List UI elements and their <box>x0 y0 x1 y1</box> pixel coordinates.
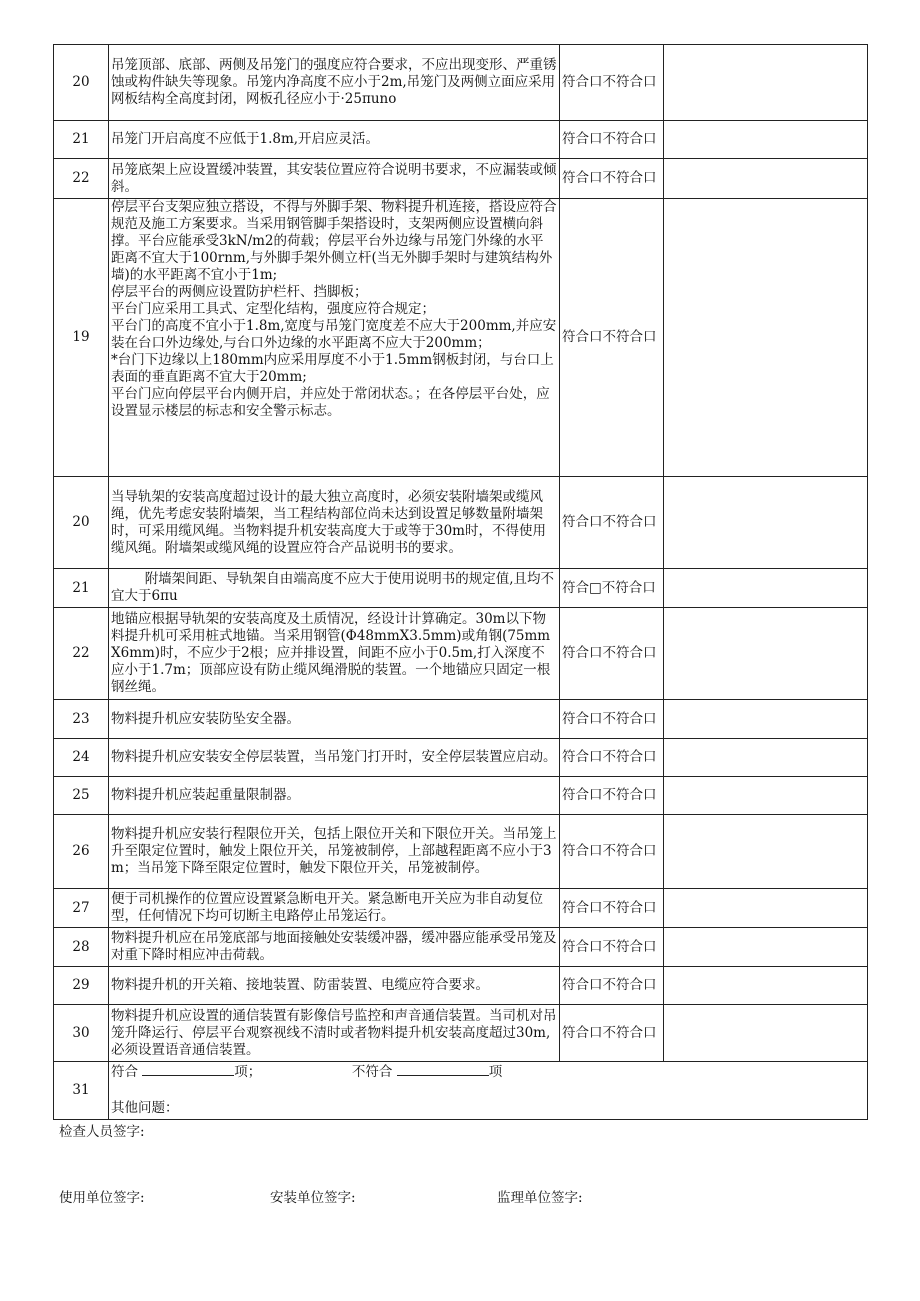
requirement-line: 平台门应采用工具式、定型化结构，强度应符合规定； <box>111 301 435 317</box>
table-row <box>54 477 868 569</box>
remarks-cell[interactable] <box>664 608 868 700</box>
result-checkbox-text[interactable]: 符合口不符合口 <box>560 159 664 199</box>
row-number: 20 <box>54 45 109 121</box>
remarks-cell[interactable] <box>664 739 868 777</box>
table-row <box>54 739 868 777</box>
result-checkbox-text[interactable]: 符合口不符合口 <box>560 608 664 700</box>
summary-row <box>54 1062 868 1120</box>
supervisor-unit-signature-label: 监理单位签字: <box>497 1190 583 1206</box>
result-checkbox-text[interactable]: 符合口不符合口 <box>560 815 664 889</box>
row-number: 28 <box>54 928 109 967</box>
remarks-cell[interactable] <box>664 569 868 608</box>
result-checkbox-text[interactable]: 符合口不符合口 <box>560 45 664 121</box>
row-number: 21 <box>54 121 109 159</box>
row-number: 23 <box>54 700 109 739</box>
requirement-line: 停层平台支架应独立搭设，不得与外脚手架、物料提升机连接，搭设应符合规范及施工方案要求。当采用钢管脚手架搭设时，支架两侧应设置横向斜撑。平台应能承受3kN/m2的荷载；停层平台外边缘与吊笼门外缘的水平距离不宜大于100rnm,与外脚手架外侧立杆(当无外脚手架时与建筑结构外墙)的水平距离不宜小于1m; <box>111 199 557 283</box>
summary-cell <box>109 1062 868 1120</box>
nonconform-count-field[interactable] <box>397 1062 489 1076</box>
remarks-cell[interactable] <box>664 777 868 815</box>
result-checkbox-text[interactable]: 符合口不符合口 <box>560 199 664 477</box>
user-unit-signature-label: 使用单位签字: <box>59 1190 145 1206</box>
table-row <box>54 928 868 967</box>
table-row <box>54 815 868 889</box>
inspector-signature-label: 检查人员签字: <box>59 1124 145 1140</box>
other-issues-label: 其他问题： <box>111 1100 179 1116</box>
row-number: 22 <box>54 608 109 700</box>
row-number: 27 <box>54 889 109 928</box>
requirement-text: 当导轨架的安装高度超过设计的最大独立高度时，必须安装附墙架或缆风绳，优先考虑安装附墙架，当工程结构部位尚未达到设置足够数量附墙架时，可采用缆风绳。当物料提升机安装高度大于或等于30m时，不得使用缆风绳。附墙架或缆风绳的设置应符合产品说明书的要求。 <box>109 477 560 569</box>
requirement-text: 物料提升机的开关箱、接地装置、防雷装置、电缆应符合要求。 <box>109 967 560 1005</box>
table-row <box>54 967 868 1005</box>
conform-label: 符合 <box>111 1064 138 1080</box>
remarks-cell[interactable] <box>664 1005 868 1062</box>
result-checkbox-text[interactable]: 符合口不符合口 <box>560 777 664 815</box>
install-unit-signature-label: 安装单位签字: <box>270 1190 356 1206</box>
table-row <box>54 889 868 928</box>
inspection-checklist-table <box>53 44 868 1120</box>
table-row <box>54 45 868 121</box>
remarks-cell[interactable] <box>664 159 868 199</box>
row-number: 31 <box>54 1062 109 1120</box>
requirement-text: 物料提升机应装起重量限制器。 <box>109 777 560 815</box>
requirement-line: 平台门的高度不宜小于1.8m,宽度与吊笼门宽度差不应大于200mm,并应安装在台口外边缘处,与台口外边缘的水平距离不应大于200mm； <box>111 318 557 351</box>
row-number: 30 <box>54 1005 109 1062</box>
requirement-line: *台门下边缘以上180mm内应采用厚度不小于1.5mm钢板封闭，与台口上表面的垂直距离不宜大于20mm; <box>111 352 554 385</box>
row-number: 20 <box>54 477 109 569</box>
requirement-line: 停层平台的两侧应设置防护栏杆、挡脚板； <box>111 284 368 300</box>
row-number: 26 <box>54 815 109 889</box>
row-number: 25 <box>54 777 109 815</box>
row-number: 19 <box>54 199 109 477</box>
table-row <box>54 199 868 477</box>
conform-unit: 项； <box>234 1064 262 1080</box>
remarks-cell[interactable] <box>664 889 868 928</box>
requirement-text: 便于司机操作的位置应设置紧急断电开关。紧急断电开关应为非自动复位型，任何情况下均可切断主电路停止吊笼运行。 <box>109 889 560 928</box>
conform-count-field[interactable] <box>142 1062 234 1076</box>
requirement-text: 吊笼顶部、底部、两侧及吊笼门的强度应符合要求，不应出现变形、严重锈蚀或构件缺失等现象。吊笼内净高度不应小于2m,吊笼门及两侧立面应采用网板结构全高度封闭，网板孔径应小于·25πuno <box>109 45 560 121</box>
summary-counts <box>111 1062 865 1081</box>
requirement-text: 物料提升机应安装防坠安全器。 <box>109 700 560 739</box>
requirement-text: 物料提升机应安装安全停层装置，当吊笼门打开时，安全停层装置应启动。 <box>109 739 560 777</box>
requirement-text: 地锚应根据导轨架的安装高度及土质情况，经设计计算确定。30m以下物料提升机可采用桩式地锚。当采用钢管(Φ48mmX3.5mm)或角钢(75mmX6mm)时，不应少于2根；应并排设置，间距不应小于0.5m,打入深度不应小于1.7m；顶部应设有防止缆风绳滑脱的装置。一个地锚应只固定一根钢丝绳。 <box>109 608 560 700</box>
requirement-text: 吊笼底架上应设置缓冲装置，其安装位置应符合说明书要求，不应漏装或倾斜。 <box>109 159 560 199</box>
result-checkbox-text[interactable]: 符合□不符合口 <box>560 569 664 608</box>
table-row <box>54 700 868 739</box>
table-row <box>54 159 868 199</box>
remarks-cell[interactable] <box>664 45 868 121</box>
requirement-text: 吊笼门开启高度不应低于1.8m,开启应灵活。 <box>109 121 560 159</box>
requirement-text: 物料提升机应设置的通信装置有影像信号监控和声音通信装置。当司机对吊笼升降运行、停层平台观察视线不清时或者物料提升机安装高度超过30m,必须设置语音通信装置。 <box>109 1005 560 1062</box>
requirement-text <box>109 199 560 477</box>
table-row <box>54 1005 868 1062</box>
row-number: 29 <box>54 967 109 1005</box>
result-checkbox-text[interactable]: 符合口不符合口 <box>560 889 664 928</box>
remarks-cell[interactable] <box>664 477 868 569</box>
row-number: 22 <box>54 159 109 199</box>
remarks-cell[interactable] <box>664 928 868 967</box>
result-checkbox-text[interactable]: 符合口不符合口 <box>560 928 664 967</box>
result-checkbox-text[interactable]: 符合口不符合口 <box>560 477 664 569</box>
nonconform-unit: 项 <box>488 1064 503 1080</box>
table-row <box>54 121 868 159</box>
result-checkbox-text[interactable]: 符合口不符合口 <box>560 1005 664 1062</box>
row-number: 24 <box>54 739 109 777</box>
table-row <box>54 608 868 700</box>
table-row <box>54 777 868 815</box>
remarks-cell[interactable] <box>664 815 868 889</box>
remarks-cell[interactable] <box>664 121 868 159</box>
table-row <box>54 569 868 608</box>
requirement-text: 物料提升机应安装行程限位开关，包括上限位开关和下限位开关。当吊笼上升至限定位置时，触发上限位开关，吊笼被制停，上部越程距离不应小于3m；当吊笼下降至限定位置时，触发下限位开关，吊笼被制停。 <box>109 815 560 889</box>
result-checkbox-text[interactable]: 符合口不符合口 <box>560 121 664 159</box>
result-checkbox-text[interactable]: 符合口不符合口 <box>560 739 664 777</box>
result-checkbox-text[interactable]: 符合口不符合口 <box>560 967 664 1005</box>
remarks-cell[interactable] <box>664 199 868 477</box>
row-number: 21 <box>54 569 109 608</box>
requirement-line: 平台门应向停层平台内侧开启，并应处于常闭状态。；在各停层平台处，应设置显示楼层的标志和安全警示标志。 <box>111 386 550 419</box>
nonconform-label: 不符合 <box>351 1064 393 1080</box>
requirement-text: 物料提升机应在吊笼底部与地面接触处安装缓冲器，缓冲器应能承受吊笼及对重下降时相应冲击荷载。 <box>109 928 560 967</box>
remarks-cell[interactable] <box>664 700 868 739</box>
remarks-cell[interactable] <box>664 967 868 1005</box>
requirement-text: 附墙架间距、导轨架自由端高度不应大于使用说明书的规定值,且均不宜大于6πu <box>109 569 560 608</box>
result-checkbox-text[interactable]: 符合口不符合口 <box>560 700 664 739</box>
